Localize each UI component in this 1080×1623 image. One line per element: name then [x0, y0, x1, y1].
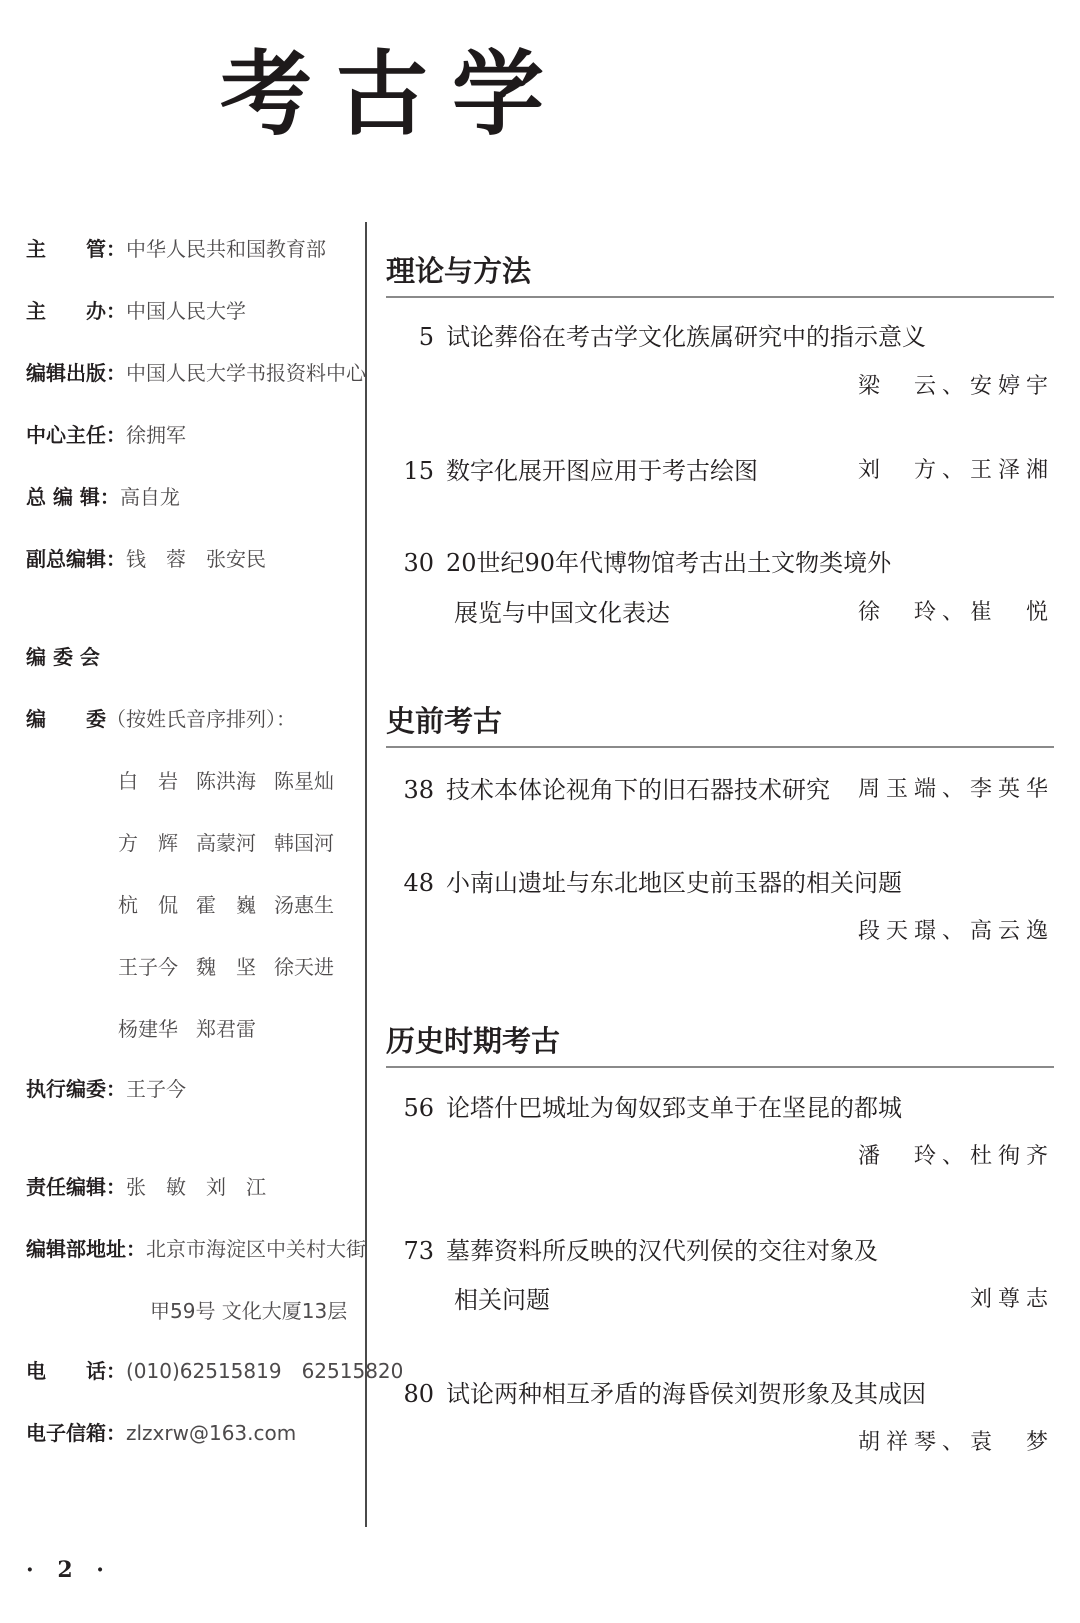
committee-members-row — [118, 1016, 274, 1042]
label: 执行编委： — [26, 1077, 126, 1101]
masthead-sponsor — [26, 298, 246, 324]
member-name: 白 岩 — [118, 769, 178, 793]
toc-entry[interactable] — [386, 1379, 1054, 1409]
masthead-editor-in-chief — [26, 484, 180, 510]
masthead-executive-editor — [26, 1076, 186, 1102]
page-number: 56 — [403, 1094, 434, 1122]
article-title: 小南山遗址与东北地区史前玉器的相关问题 — [446, 869, 902, 897]
article-authors: 刘尊志 — [969, 1287, 1054, 1312]
article-title: 20世纪90年代博物馆考古出土文物类境外 — [446, 549, 892, 577]
label: 中心主任： — [26, 423, 126, 447]
masthead-supervisor — [26, 236, 326, 262]
masthead-responsible-editors — [26, 1174, 266, 1200]
label: 编辑部地址： — [26, 1237, 146, 1261]
value: 北京市海淀区中关村大街 — [146, 1237, 366, 1261]
committee-members-row — [118, 768, 352, 794]
article-title-continued: 展览与中国文化表达 — [454, 599, 670, 627]
member-name: 陈星灿 — [274, 769, 334, 793]
page-number: 15 — [403, 457, 434, 485]
value: 张 敏 刘 江 — [126, 1175, 266, 1199]
label: 责任编辑： — [26, 1175, 126, 1199]
masthead-address — [26, 1236, 366, 1262]
value: 中国人民大学书报资料中心 — [126, 361, 366, 385]
member-name: 杨建华 — [118, 1017, 178, 1041]
masthead-address-line2: 甲59号 文化大厦13层 — [150, 1299, 348, 1323]
value: zlzxrw@163.com — [126, 1421, 297, 1445]
article-title: 论塔什巴城址为匈奴郅支单于在坚昆的都城 — [446, 1094, 902, 1122]
column-divider — [365, 222, 367, 1527]
article-title: 技术本体论视角下的旧石器技术研究 — [446, 776, 830, 804]
value: 王子今 — [126, 1077, 186, 1101]
label: 电 话： — [26, 1359, 126, 1383]
page-number: 73 — [403, 1237, 434, 1265]
committee-members-row — [118, 954, 352, 980]
section-title: 历史时期考古 — [386, 1024, 1054, 1068]
member-name: 方 辉 — [118, 831, 178, 855]
section-title: 史前考古 — [386, 704, 1054, 748]
section-title: 理论与方法 — [386, 254, 1054, 298]
member-name: 郑君雷 — [196, 1017, 256, 1041]
article-authors: 刘 方、王泽湘 — [857, 458, 1054, 483]
article-authors: 胡祥琴、袁 梦 — [857, 1430, 1054, 1455]
toc-entry[interactable] — [386, 548, 1054, 578]
value: 钱 蓉 张安民 — [126, 547, 266, 571]
article-title: 墓葬资料所反映的汉代列侯的交往对象及 — [446, 1237, 878, 1265]
label: 编辑出版： — [26, 361, 126, 385]
page-number: 48 — [403, 869, 434, 897]
committee-members-row — [118, 830, 352, 856]
article-authors: 潘 玲、杜徇齐 — [857, 1144, 1054, 1169]
member-name: 汤惠生 — [274, 893, 334, 917]
value: 中华人民共和国教育部 — [126, 237, 326, 261]
toc-entry[interactable] — [386, 868, 1054, 898]
toc-entry[interactable] — [386, 1236, 1054, 1266]
member-name: 陈洪海 — [196, 769, 256, 793]
label: 电子信箱： — [26, 1421, 126, 1445]
journal-title: 考古学 — [220, 40, 569, 148]
label: 主 管： — [26, 237, 126, 261]
value: 徐拥军 — [126, 423, 186, 447]
member-name: 霍 巍 — [196, 893, 256, 917]
article-title: 试论两种相互矛盾的海昏侯刘贺形象及其成因 — [446, 1380, 926, 1408]
member-name: 杭 侃 — [118, 893, 178, 917]
toc-entry[interactable] — [386, 322, 1054, 352]
page-number: 80 — [403, 1380, 434, 1408]
label: 主 办： — [26, 299, 126, 323]
member-name: 王子今 — [118, 955, 178, 979]
value: (010)62515819 62515820 — [126, 1359, 404, 1383]
masthead-email — [26, 1420, 296, 1446]
value: 高自龙 — [119, 485, 180, 509]
member-name: 徐天进 — [274, 955, 334, 979]
label: 编 委 — [26, 707, 106, 731]
article-title: 试论葬俗在考古学文化族属研究中的指示意义 — [446, 323, 926, 351]
masthead-phone — [26, 1358, 403, 1384]
value: （按姓氏音序排列）： — [106, 707, 296, 731]
article-title-continued: 相关问题 — [454, 1286, 550, 1314]
page-number: 30 — [403, 549, 434, 577]
page-number: 38 — [403, 776, 434, 804]
page-number: 5 — [418, 323, 434, 351]
committee-label — [26, 706, 296, 732]
article-title: 数字化展开图应用于考古绘图 — [446, 457, 758, 485]
page-number-footer: · 2 · — [26, 1557, 112, 1583]
value: 中国人民大学 — [126, 299, 246, 323]
committee-heading: 编 委 会 — [26, 645, 100, 669]
article-authors: 周玉端、李英华 — [857, 777, 1054, 802]
article-authors: 梁 云、安婷宇 — [857, 374, 1054, 399]
article-authors: 徐 玲、崔 悦 — [857, 600, 1054, 625]
member-name: 韩国河 — [274, 831, 334, 855]
masthead-publisher — [26, 360, 366, 386]
masthead-center-director — [26, 422, 186, 448]
article-authors: 段天璟、高云逸 — [857, 919, 1054, 944]
label: 总 编 辑： — [26, 485, 120, 509]
member-name: 魏 坚 — [196, 955, 256, 979]
toc-entry[interactable] — [386, 1093, 1054, 1123]
committee-members-row — [118, 892, 352, 918]
masthead-deputy-editors — [26, 546, 266, 572]
label: 副总编辑： — [26, 547, 126, 571]
member-name: 高蒙河 — [196, 831, 256, 855]
